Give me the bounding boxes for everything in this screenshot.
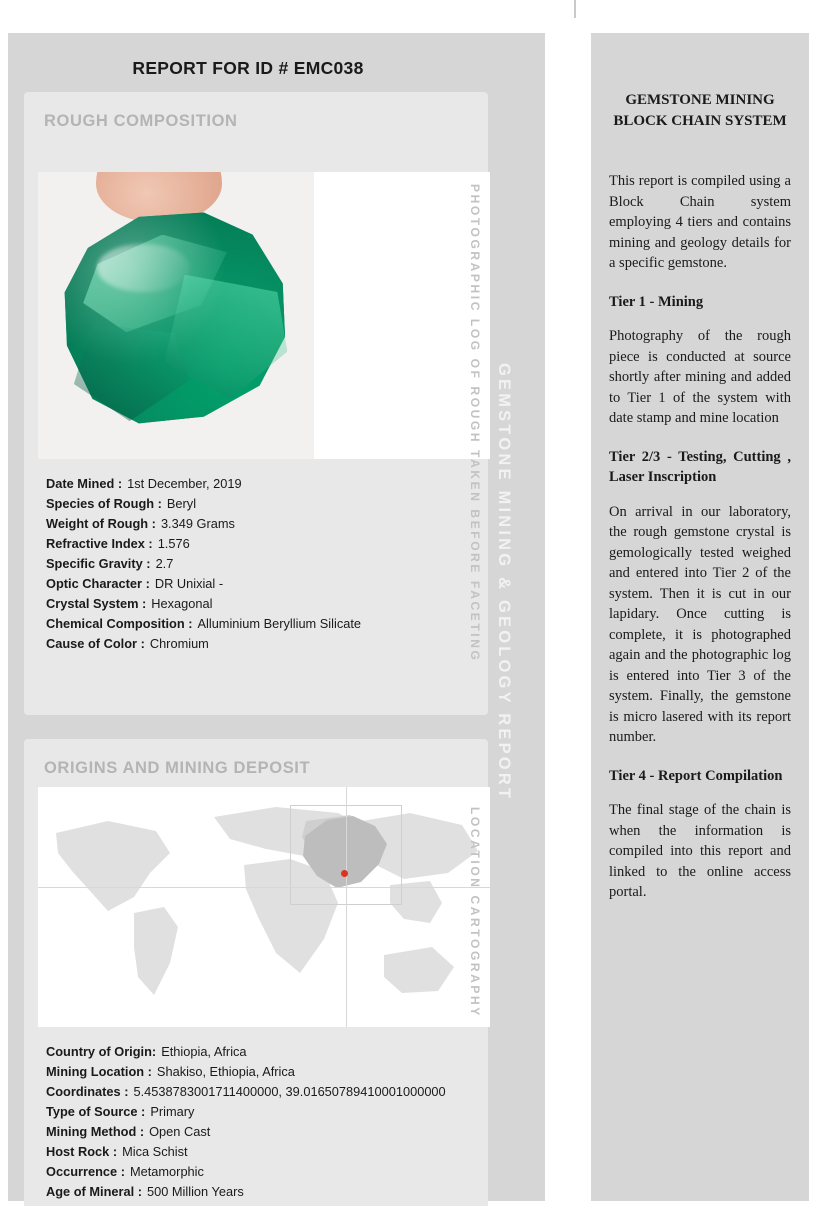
left-panel (8, 33, 545, 1201)
detail-row (46, 1162, 446, 1182)
detail-value: Open Cast (149, 1124, 211, 1139)
detail-row (46, 1122, 446, 1142)
detail-label: Country of Origin: (46, 1044, 157, 1059)
detail-value: 500 Million Years (146, 1184, 244, 1199)
detail-label: Cause of Color : (46, 636, 145, 651)
sidebar-heading: Tier 1 - Mining (609, 293, 704, 310)
detail-row (46, 554, 361, 574)
sidebar-body (609, 171, 791, 921)
detail-row (46, 1142, 446, 1162)
page-tick-mark (574, 0, 576, 18)
detail-row (46, 474, 361, 494)
detail-row (46, 494, 361, 514)
sidebar-paragraph: This report is compiled using a Block Chain system employing 4 tiers and contains mining and geology details for a specific gemstone. (609, 173, 791, 271)
detail-value: Alluminium Beryllium Silicate (197, 616, 362, 631)
vertical-report-label: GEMSTONE MINING & GEOLOGY REPORT (495, 363, 513, 802)
detail-label: Host Rock : (46, 1144, 118, 1159)
detail-row (46, 1182, 446, 1202)
detail-value: Hexagonal (151, 596, 213, 611)
detail-value: Shakiso, Ethiopia, Africa (156, 1064, 295, 1079)
detail-row (46, 514, 361, 534)
origins-header: ORIGINS AND MINING DEPOSIT (44, 759, 311, 777)
sidebar-paragraph: Photography of the rough piece is conducted at source shortly after mining and added to Tier 1 of the system with date stamp and mine location (609, 328, 791, 426)
world-map (38, 787, 490, 1027)
detail-value: Metamorphic (129, 1164, 204, 1179)
sidebar-title: GEMSTONE MINING BLOCK CHAIN SYSTEM (613, 92, 787, 129)
detail-label: Age of Mineral : (46, 1184, 142, 1199)
detail-label: Weight of Rough : (46, 516, 156, 531)
detail-value: Primary (150, 1104, 195, 1119)
detail-row (46, 614, 361, 634)
detail-row (46, 534, 361, 554)
detail-label: Coordinates : (46, 1084, 129, 1099)
rough-composition-card (24, 92, 488, 715)
detail-row (46, 574, 361, 594)
rough-composition-details (46, 474, 361, 654)
emerald-rough-shape (60, 208, 292, 430)
detail-label: Crystal System : (46, 596, 147, 611)
sidebar-panel (591, 33, 809, 1201)
map-caption: LOCATION CARTOGRAPHY (468, 807, 482, 1018)
detail-label: Occurrence : (46, 1164, 125, 1179)
sidebar-paragraph: On arrival in our laboratory, the rough gemstone crystal is gemologically tested weighed and entered into Tier 2 of the system. Then it is cut in our lapidary. Once cutting is complete, it is photographed again and the photographic log is entered into Tier 3 of the system. Finally, the gemstone is micro lasered with its report number. (609, 503, 791, 745)
detail-row (46, 594, 361, 614)
detail-value: Mica Schist (122, 1144, 188, 1159)
detail-label: Specific Gravity : (46, 556, 151, 571)
detail-label: Refractive Index : (46, 536, 153, 551)
detail-value: 2.7 (155, 556, 174, 571)
detail-value: Ethiopia, Africa (161, 1044, 247, 1059)
detail-label: Type of Source : (46, 1104, 146, 1119)
mine-location-marker (341, 870, 348, 877)
sidebar-paragraph: The final stage of the chain is when the information is compiled into this report and linked to the online access portal. (609, 802, 791, 900)
detail-row (46, 1082, 446, 1102)
rough-photo-caption: PHOTOGRAPHIC LOG OF ROUGH TAKEN BEFORE FACETING (468, 184, 482, 663)
world-map-svg (38, 787, 490, 1027)
detail-value: Beryl (166, 496, 197, 511)
detail-value: DR Unixial - (154, 576, 224, 591)
map-crosshair-vertical (346, 787, 347, 1027)
detail-value: 1.576 (157, 536, 190, 551)
detail-row (46, 1062, 446, 1082)
rough-gem-photo (38, 172, 314, 459)
detail-label: Date Mined : (46, 476, 123, 491)
detail-row (46, 1102, 446, 1122)
origins-card (24, 739, 488, 1206)
detail-value: 3.349 Grams (160, 516, 235, 531)
detail-value: 5.4538783001711400000, 39.01650789410001000000 (133, 1084, 446, 1099)
origins-details (46, 1042, 446, 1202)
detail-row (46, 1042, 446, 1062)
detail-value: 1st December, 2019 (127, 476, 242, 491)
page-title: REPORT FOR ID # EMC038 (132, 58, 364, 78)
sidebar-heading: Tier 4 - Report Compilation (609, 767, 783, 784)
detail-value: Chromium (149, 636, 209, 651)
rough-composition-header: ROUGH COMPOSITION (44, 112, 238, 130)
detail-label: Mining Method : (46, 1124, 145, 1139)
detail-label: Mining Location : (46, 1064, 152, 1079)
detail-label: Chemical Composition : (46, 616, 193, 631)
map-container (38, 787, 490, 1027)
detail-label: Optic Character : (46, 576, 150, 591)
detail-label: Species of Rough : (46, 496, 162, 511)
detail-row (46, 634, 361, 654)
map-crosshair-horizontal (38, 887, 490, 888)
sidebar-heading: Tier 2/3 - Testing, Cutting , Laser Inscription (609, 448, 791, 485)
